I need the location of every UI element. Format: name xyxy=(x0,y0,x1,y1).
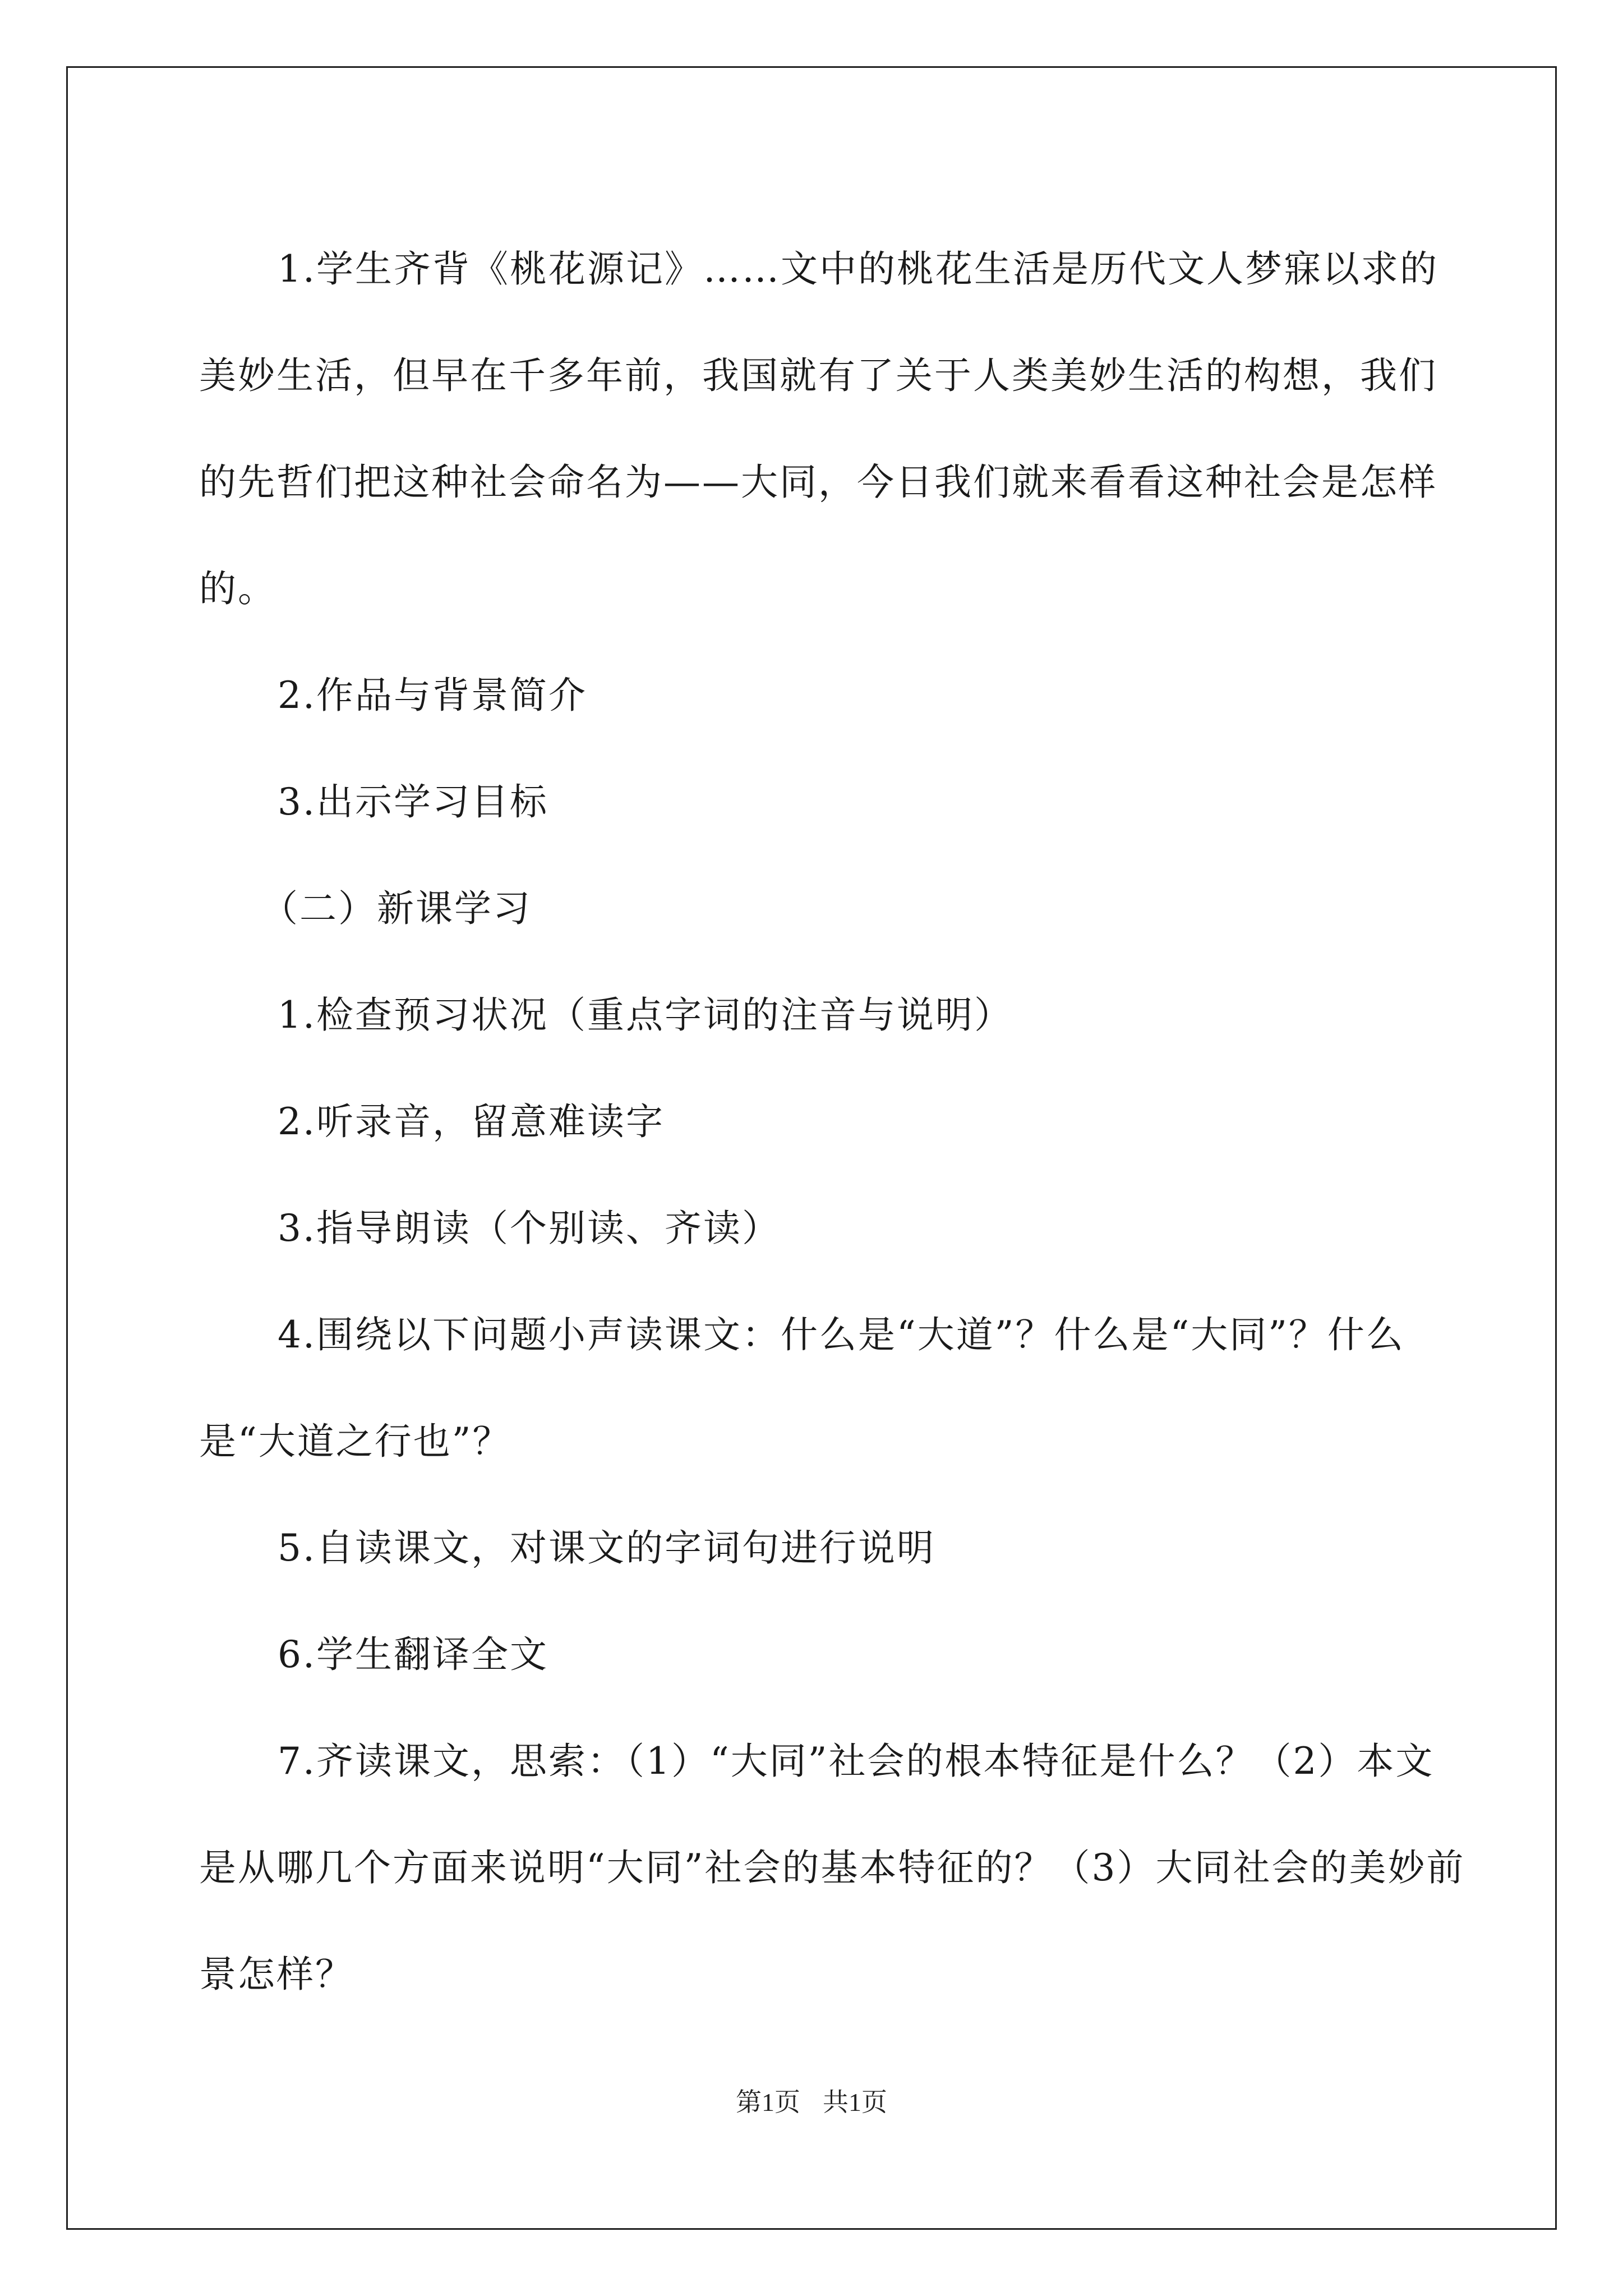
paragraph-group-reading-questions: 7.齐读课文，思索：（1）“大同”社会的根本特征是什么？（2）本文是从哪几个方面来说明“大同”社会的基本特征的？（3）大同社会的美妙前景怎样？ xyxy=(199,1740,1465,1996)
paragraph-reading-questions: 4.围绕以下问题小声读课文：什么是“大道”？什么是“大同”？什么是“大道之行也”？ xyxy=(199,1313,1405,1463)
paragraph-guided-reading: 3.指导朗读（个别读、齐读） xyxy=(278,1207,781,1250)
page-footer xyxy=(0,2086,1623,2119)
section-heading-new-lesson: （二）新课学习 xyxy=(261,887,532,930)
paragraph-work-background: 2.作品与背景简介 xyxy=(278,674,587,717)
page-total: 共1页 xyxy=(823,2088,887,2116)
paragraph-translation: 6.学生翻译全文 xyxy=(278,1633,548,1676)
paragraph-intro-recitation: 1.学生齐背《桃花源记》……文中的桃花生活是历代文人梦寐以求的美妙生活，但早在千多年前，我国就有了关于人类美妙生活的构想，我们的先哲们把这种社会命名为——大同，今日我们就来看看这种社会是怎样的。 xyxy=(199,247,1438,610)
paragraph-learning-goals: 3.出示学习目标 xyxy=(278,780,548,823)
paragraph-listen-recording: 2.听录音，留意难读字 xyxy=(278,1100,665,1143)
paragraph-self-reading: 5.自读课文，对课文的字词句进行说明 xyxy=(278,1526,935,1570)
page-number: 第1页 xyxy=(736,2088,800,2116)
document-body xyxy=(199,216,1472,2028)
paragraph-check-preview: 1.检查预习状况（重点字词的注音与说明） xyxy=(278,993,1013,1037)
